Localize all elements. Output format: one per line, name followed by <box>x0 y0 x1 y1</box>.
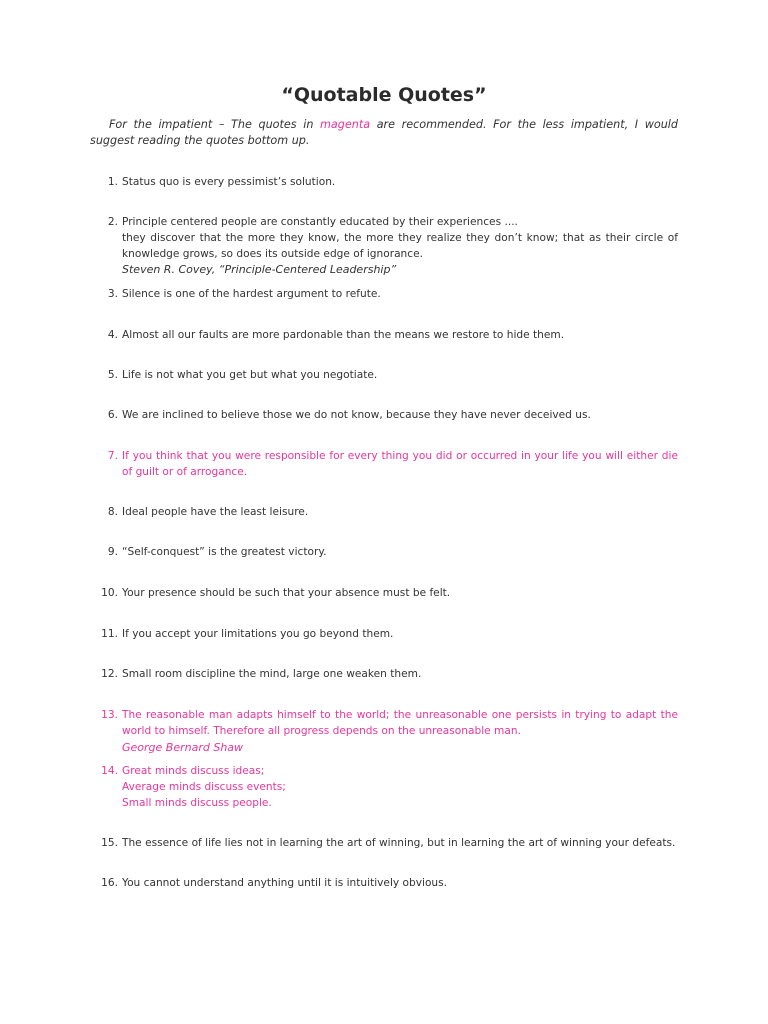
quote-item-6 <box>90 408 678 424</box>
intro-highlight-word: magenta <box>320 118 371 131</box>
page-title: “Quotable Quotes” <box>281 84 487 106</box>
quote-line: Almost all our faults are more pardonable than the means we restore to hide them. <box>122 329 565 341</box>
quote-item-8 <box>90 505 678 521</box>
quote-number: 5. <box>107 369 118 381</box>
quote-number: 6. <box>107 409 118 421</box>
quote-author: George Bernard Shaw <box>122 740 244 754</box>
intro-text-after: are recommended. For the less impatient, I would suggest reading the quotes bottom up. <box>90 118 678 147</box>
quote-line: Silence is one of the hardest argument to refute. <box>122 288 381 300</box>
quote-number: 12. <box>101 668 118 680</box>
quote-number: 10. <box>101 587 118 599</box>
quote-line: Small minds discuss people. <box>122 796 272 809</box>
quote-item-4 <box>90 328 678 344</box>
intro-text-before: For the impatient – The quotes in <box>109 118 321 131</box>
quote-number: 13. <box>101 709 118 721</box>
quote-item-7 <box>90 449 678 481</box>
quote-line: The reasonable man adapts himself to the world; the unreasonable one persists in trying to adapt the world to himself. Therefore all progress depends on the unreasonable man. <box>122 709 678 737</box>
quote-item-5 <box>90 368 678 384</box>
quote-number: 8. <box>107 506 118 518</box>
quote-number: 2. <box>107 216 118 228</box>
quote-item-3 <box>90 287 678 303</box>
quote-line: Small room discipline the mind, large one weaken them. <box>122 668 422 680</box>
quote-item-15 <box>90 836 678 852</box>
quote-line: You cannot understand anything until it is intuitively obvious. <box>122 877 448 889</box>
quote-item-2 <box>90 215 678 278</box>
quote-number: 4. <box>107 329 118 341</box>
quote-item-9 <box>90 545 678 561</box>
quote-line: If you think that you were responsible for every thing you did or occurred in your life you will either die of guilt or of arrogance. <box>122 450 678 478</box>
quote-item-10 <box>90 586 678 602</box>
quote-item-1 <box>90 175 678 191</box>
quote-item-14 <box>90 764 678 811</box>
quote-line: If you accept your limitations you go beyond them. <box>122 628 394 640</box>
quote-number: 3. <box>107 288 118 300</box>
quote-line: “Self-conquest” is the greatest victory. <box>122 546 327 558</box>
quote-line: Status quo is every pessimist’s solution. <box>122 176 336 188</box>
quote-item-11 <box>90 627 678 643</box>
quote-line: Your presence should be such that your absence must be felt. <box>122 587 451 599</box>
quote-number: 16. <box>101 877 118 889</box>
quote-line: they discover that the more they know, the more they realize they don’t know; that as their circle of knowledge grows, so does its outside edge of ignorance. <box>122 231 678 260</box>
quote-author: Steven R. Covey, “Principle-Centered Leadership” <box>122 263 397 277</box>
quote-item-16 <box>90 876 678 892</box>
quote-number: 15. <box>101 837 118 849</box>
quote-line: Life is not what you get but what you negotiate. <box>122 369 378 381</box>
quote-number: 11. <box>101 628 118 640</box>
intro-paragraph <box>90 117 678 149</box>
quote-line: The essence of life lies not in learning the art of winning, but in learning the art of winning your defeats. <box>122 837 676 849</box>
quote-line: Great minds discuss ideas; <box>122 765 265 777</box>
quote-line: Average minds discuss events; <box>122 780 286 793</box>
quote-line: We are inclined to believe those we do not know, because they have never deceived us. <box>122 409 591 421</box>
quote-line: Principle centered people are constantly educated by their experiences .... <box>122 216 518 228</box>
quote-item-12 <box>90 667 678 683</box>
quote-number: 1. <box>107 176 118 188</box>
quote-number: 9. <box>107 546 118 558</box>
quote-number: 7. <box>107 450 118 462</box>
quote-item-13 <box>90 708 678 755</box>
quote-line: Ideal people have the least leisure. <box>122 506 309 518</box>
quote-number: 14. <box>101 765 118 777</box>
